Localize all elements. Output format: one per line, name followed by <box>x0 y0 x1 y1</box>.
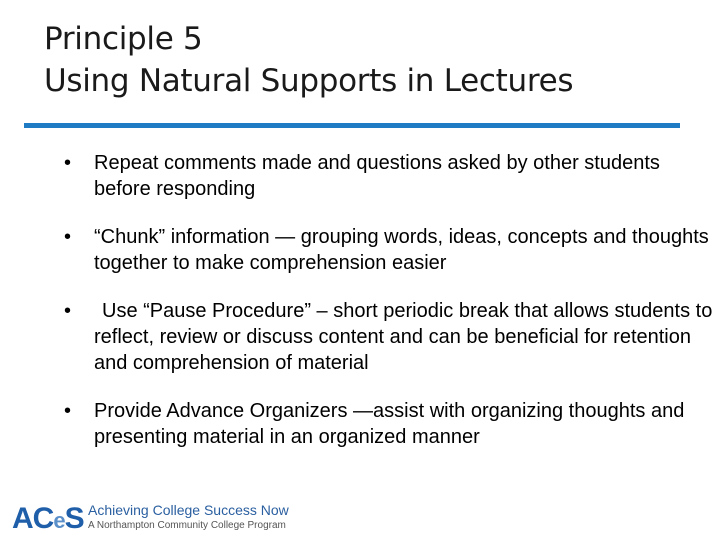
logo-subtagline: A Northampton Community College Program <box>88 520 286 531</box>
bullet-item <box>64 298 714 376</box>
bullet-item <box>64 398 714 450</box>
title-line-topic: Using Natural Supports in Lectures <box>44 63 574 99</box>
logo-letter-c: C <box>32 502 54 535</box>
aces-logo <box>12 500 312 540</box>
bullet-marker: • <box>64 300 72 322</box>
bullet-marker: • <box>64 152 72 174</box>
bullet-text: Provide Advance Organizers —assist with organizing thoughts and presenting material in an organized manner <box>94 400 685 448</box>
logo-letter-a: A <box>12 502 33 535</box>
slide-title <box>44 18 704 102</box>
bullet-text: Use “Pause Procedure” – short periodic break that allows students to reflect, review or discuss content and can be beneficial for retention and comprehension of material <box>94 300 713 374</box>
bullet-item <box>64 224 714 276</box>
bullet-text: Repeat comments made and questions asked by other students before responding <box>94 152 660 200</box>
title-divider <box>24 123 680 128</box>
bullet-list <box>64 150 714 472</box>
title-line-principle: Principle 5 <box>44 21 203 57</box>
bullet-marker: • <box>64 226 72 248</box>
aces-logo-mark <box>12 504 84 536</box>
logo-tagline: Achieving College Success Now <box>88 502 289 518</box>
bullet-item <box>64 150 714 202</box>
bullet-text: “Chunk” information — grouping words, ideas, concepts and thoughts together to make comprehension easier <box>94 226 709 274</box>
logo-letter-s: S <box>64 502 84 535</box>
bullet-marker: • <box>64 400 72 422</box>
logo-letter-e: e <box>53 508 65 533</box>
